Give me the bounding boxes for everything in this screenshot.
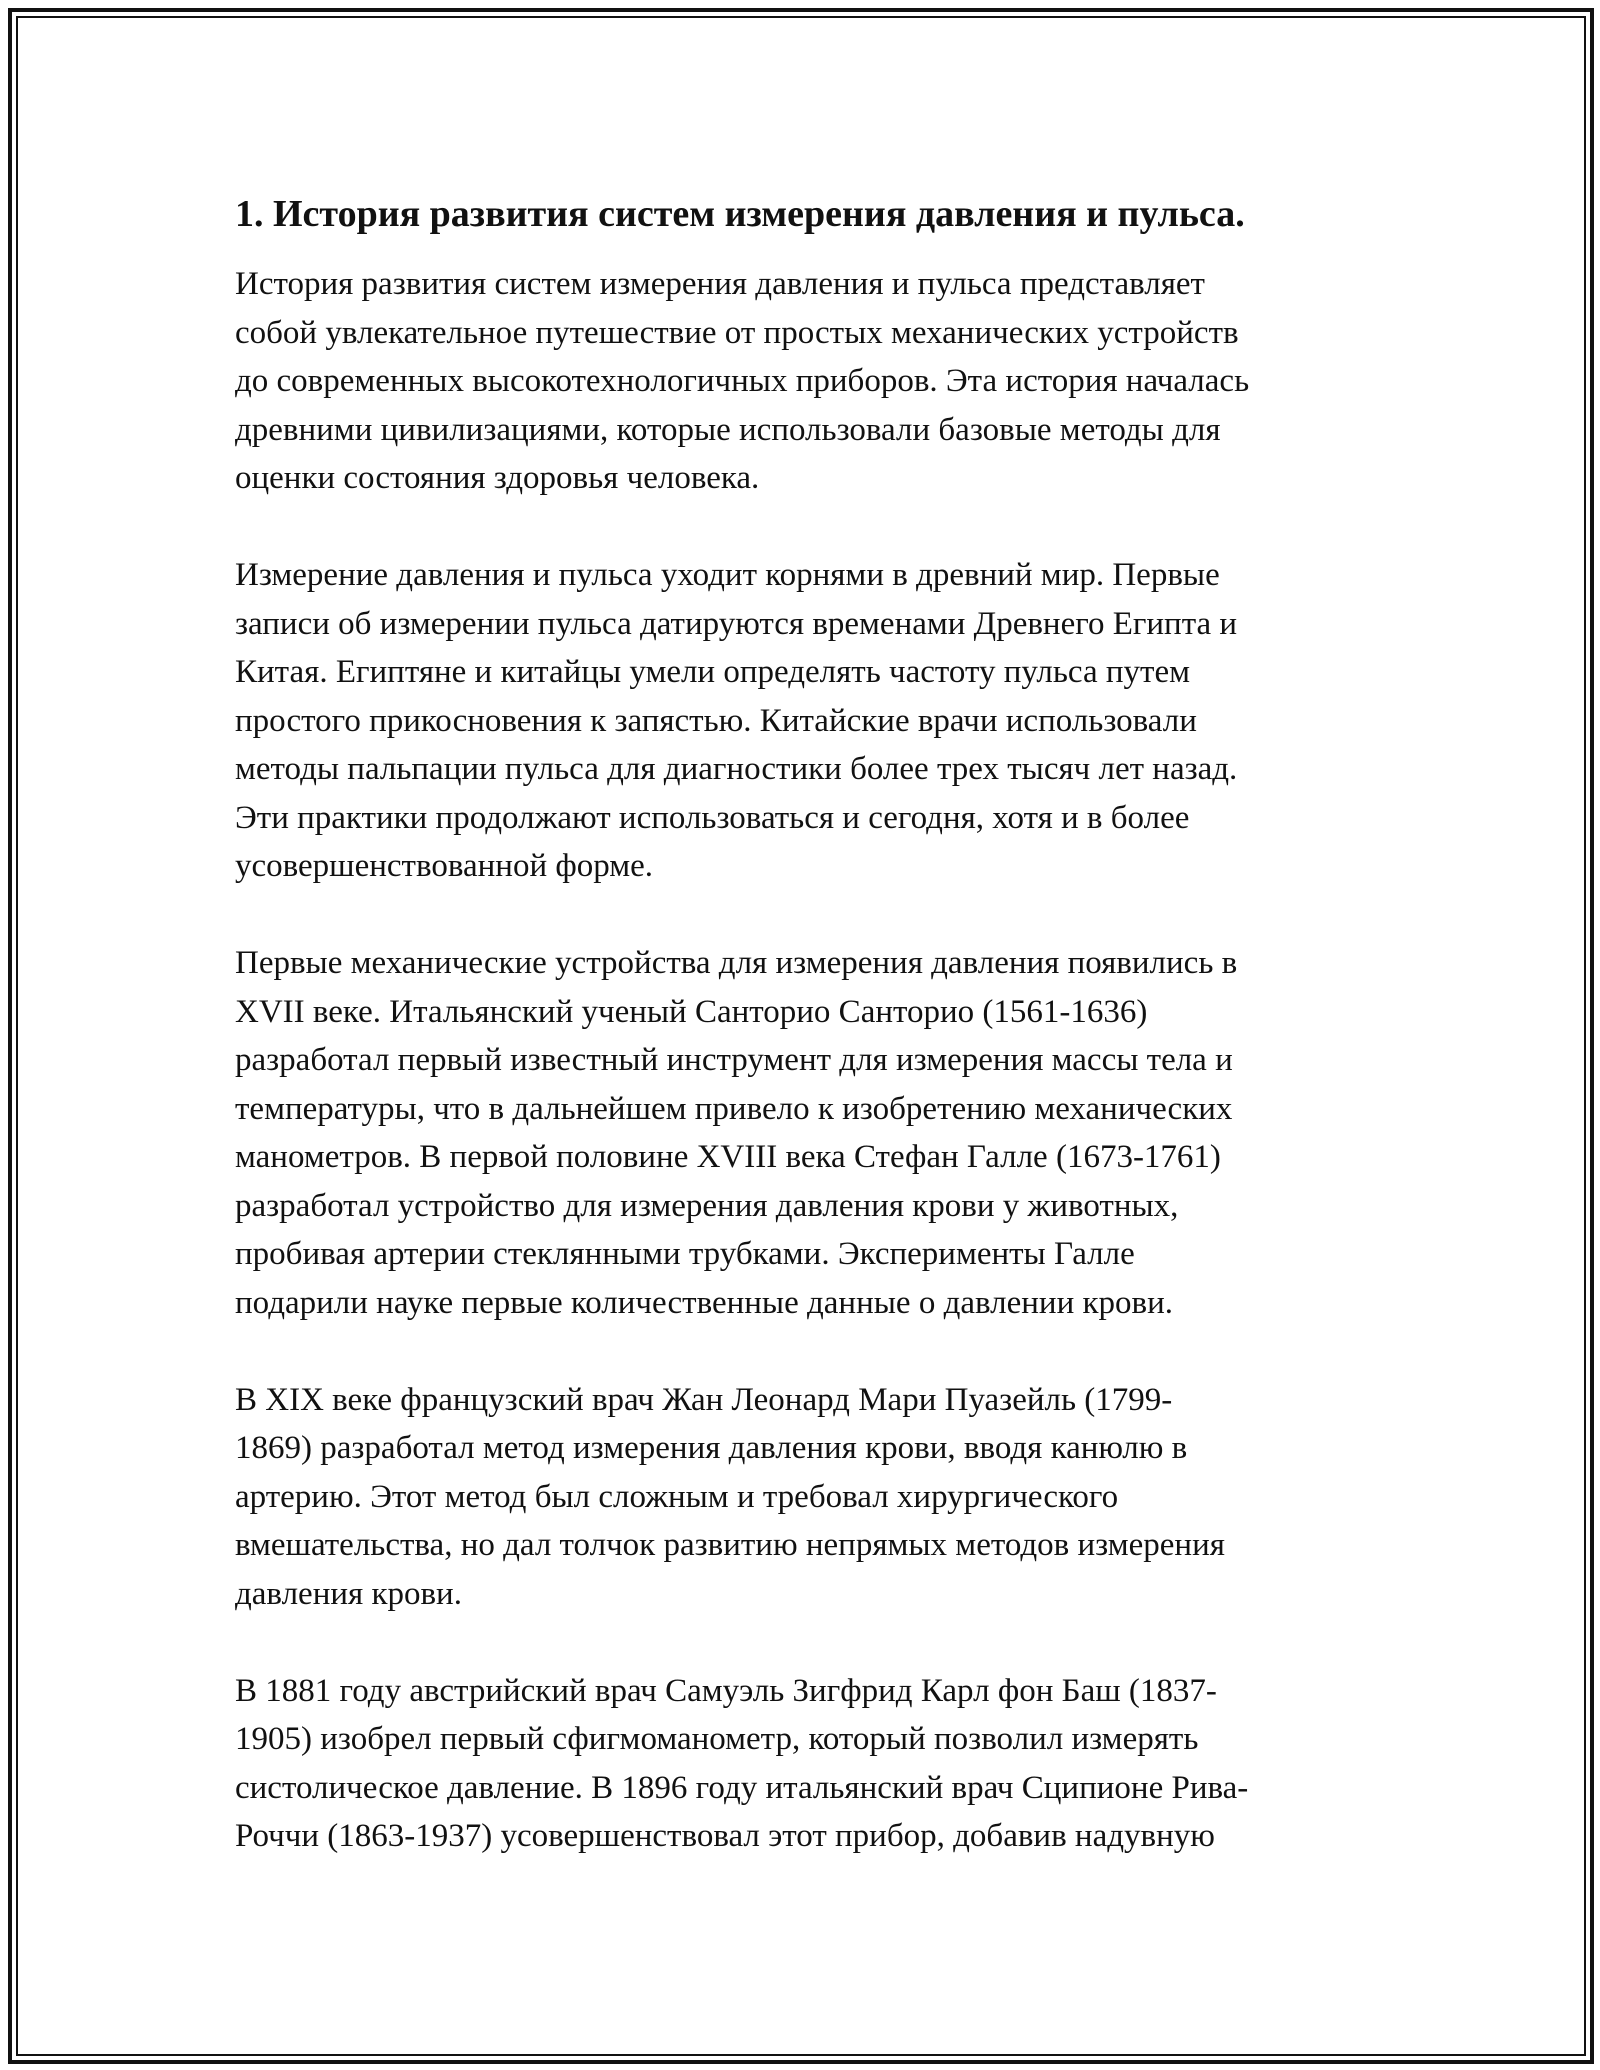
text-line: пробивая артерии стеклянными трубками. Эксперименты Галле <box>235 1236 1135 1272</box>
text-line: Эти практики продолжают использоваться и сегодня, хотя и в более <box>235 799 1190 836</box>
text-line: записи об измерении пульса датируются временами Древнего Египта и <box>235 605 1238 642</box>
text-line: древними цивилизациями, которые использовали базовые методы для <box>235 411 1221 448</box>
text-line: разработал первый известный инструмент для измерения массы тела и <box>235 1042 1233 1078</box>
text-line: разработал устройство для измерения давления крови у животных, <box>235 1187 1179 1224</box>
text-line: оценки состояния здоровья человека. <box>235 460 760 496</box>
paragraph-sphygmomanometer <box>235 1667 1385 1861</box>
text-line: вмешательства, но дал толчок развитию непрямых методов измерения <box>235 1527 1225 1563</box>
paragraph-ancient-world <box>235 551 1385 891</box>
paragraph-intro <box>235 260 1385 503</box>
paragraph-mechanical-devices <box>235 939 1385 1327</box>
section-heading: 1. История развития систем измерения давления и пульса. <box>235 193 1245 235</box>
text-line: температуры, что в дальнейшем привело к изобретению механических <box>235 1090 1233 1127</box>
text-line: 1905) изобрел первый сфигмоманометр, который позволил измерять <box>235 1721 1199 1757</box>
text-line: методы пальпации пульса для диагностики более трех тысяч лет назад. <box>235 751 1238 787</box>
text-line: усовершенствованной форме. <box>235 848 654 884</box>
text-line: систолическое давление. В 1896 году итальянский врач Сципионе Рива- <box>235 1769 1249 1806</box>
text-line: 1869) разработал метод измерения давления крови, вводя канюлю в <box>235 1430 1188 1466</box>
document-body <box>235 190 1385 1909</box>
text-line: Первые механические устройства для измерения давления появились в <box>235 945 1238 981</box>
text-line: Китая. Египтяне и китайцы умели определять частоту пульса путем <box>235 654 1190 690</box>
text-line: Роччи (1863-1937) усовершенствовал этот прибор, добавив надувную <box>235 1818 1215 1854</box>
text-line: до современных высокотехнологичных приборов. Эта история началась <box>235 363 1250 399</box>
text-line: манометров. В первой половине XVIII века Стефан Галле (1673-1761) <box>235 1139 1221 1175</box>
text-line: давления крови. <box>235 1575 462 1612</box>
text-line: В 1881 году австрийский врач Самуэль Зигфрид Карл фон Баш (1837- <box>235 1672 1217 1709</box>
text-line: XVII веке. Итальянский ученый Санторио Санторио (1561-1636) <box>235 993 1148 1030</box>
text-line: простого прикосновения к запястью. Китайские врачи использовали <box>235 702 1197 739</box>
text-line: собой увлекательное путешествие от простых механических устройств <box>235 314 1239 351</box>
text-line: История развития систем измерения давления и пульса представляет <box>235 266 1205 302</box>
text-line: Измерение давления и пульса уходит корнями в древний мир. Первые <box>235 557 1220 593</box>
text-line: подарили науке первые количественные данные о давлении крови. <box>235 1284 1174 1321</box>
paragraph-poiseuille <box>235 1376 1385 1619</box>
text-line: артерию. Этот метод был сложным и требовал хирургического <box>235 1478 1119 1515</box>
text-line: В XIX веке французский врач Жан Леонард Мари Пуазейль (1799- <box>235 1381 1173 1418</box>
